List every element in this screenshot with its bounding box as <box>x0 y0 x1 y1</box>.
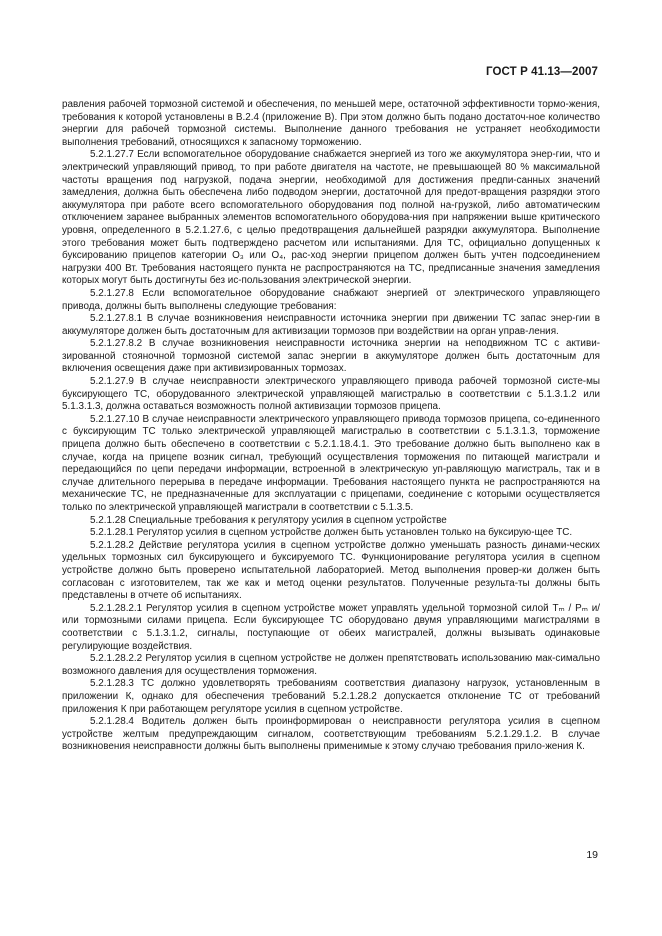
paragraph-5-2-1-28-2-2: 5.2.1.28.2.2 Регулятор усилия в сцепном устройстве не должен препятствовать использованию мак-симально возможного давления для осуществления торможения. <box>62 653 600 677</box>
paragraph-5-2-1-27-7: 5.2.1.27.7 Если вспомогательное оборудование снабжается энергией из того же аккумулятора энер-гии, что и электрический управляющий привод, то при работе двигателя на частоте, не превышающей 80 % максимальной частоты вращения под нагрузкой, подача энергии, необходимой для достижения предпи-санных значений замедления, должна быть обеспечена либо подводом энергии, достаточной для предот-вращения разрядки этого аккумулятора при работе всего вспомогательного оборудования под полной на-грузкой, либо автоматическим отключением заранее выбранных элементов вспомогательного оборудова-ния при напряжении выше критического уровня, определенного в 5.2.1.27.6, с целью предотвращения дальнейшей разрядки аккумулятора. Выполнение этого требования может быть подтверждено расчетом или испытаниями. Для ТС, официально допущенных к буксированию прицепов категории O₃ или O₄, рас-ход энергии прицепом должен быть учтен подсоединением нагрузки 400 Вт. Требования настоящего пункта не распространяются на ТС, предписанные значения замедления которых могут быть достигнуты без ис-пользования электрической энергии. <box>62 149 600 287</box>
paragraph-5-2-1-28: 5.2.1.28 Специальные требования к регулятору усилия в сцепном устройстве <box>90 514 447 526</box>
paragraph-continuation: равления рабочей тормозной системой и обеспечения, по меньшей мере, остаточной эффективности тормо-жения, требования к которой установлены в В.2.4 (приложение В). При этом должно быть подано достаточ-ное количество энергии для рабочей тормозной системы. Выполнение данного требования не устраняет необходимости выполнения требований, относящихся к запасному торможению. <box>62 99 600 148</box>
paragraph-5-2-1-28-2-1: 5.2.1.28.2.1 Регулятор усилия в сцепном устройстве может управлять удельной тормозной силой Tₘ / Pₘ и/или тормозными силами прицепа. Если буксирующее ТС оборудовано двумя управляющими магистралями в соответствии с 5.1.3.1.2, сигналы, поступающие от обеих магистралей, должны вызывать одинаковые регулирующие воздействия. <box>62 602 600 652</box>
paragraph-5-2-1-27-8-2: 5.2.1.27.8.2 В случае возникновения неисправности источника энергии на неподвижном ТС с активи-зированной стояночной тормозной системой запас энергии в аккумуляторе должен быть достаточным для включения освещения даже при активизированных тормозах. <box>62 338 600 375</box>
paragraph-5-2-1-27-9: 5.2.1.27.9 В случае неисправности электрического управляющего привода рабочей тормозной систе-мы буксирующего ТС, оборудованного электрической управляющей магистралью в соответствии с 5.1.3.1.2 или 5.1.3.1.3, должна оставаться возможность полной активизации тормозов прицепа. <box>62 376 600 413</box>
standard-header: ГОСТ Р 41.13—2007 <box>486 66 598 78</box>
page-number: 19 <box>586 849 598 861</box>
paragraph-5-2-1-28-1: 5.2.1.28.1 Регулятор усилия в сцепном устройстве должен быть установлен только на буксирую-щее ТС. <box>90 527 573 539</box>
paragraph-5-2-1-28-4: 5.2.1.28.4 Водитель должен быть проинформирован о неисправности регулятора усилия в сцепном устройстве желтым предупреждающим сигналом, соответствующим требованиям 5.2.1.29.1.2. В случае возникновения неисправности должны быть выполнены применимые к этому случаю требования прило-жения К. <box>62 716 600 753</box>
paragraph-5-2-1-28-3: 5.2.1.28.3 ТС должно удовлетворять требованиям соответствия диапазону нагрузок, установленным в приложении К, однако для обеспечения требований 5.2.1.28.2 допускается отклонение ТС от требований приложения К при работающем регуляторе усилия в сцепном устройстве. <box>62 678 600 715</box>
paragraph-5-2-1-27-10: 5.2.1.27.10 В случае неисправности электрического управляющего привода тормозов прицепа, со-единенного с буксирующим ТС только электрической управляющей магистралью в соответствии с 5.1.3.1.3, торможение прицепа должно быть обеспечено в соответствии с 5.2.1.18.4.1. Это требование должно быть выполнено как в случае, когда на прицепе возник сигнал, требующий осуществления торможения по питающей магистрали и передающийся по цепи передачи информации, встроенной в электрическую уп-равляющую магистраль, так и в случае длительного перерыва в передаче информации. Требования настоящего пункта не распространяются на механические ТС, не предназначенные для эксплуатации с прицепами, соединение с которыми осуществляется только по электрической управляющей магистрали в соответствии с 5.1.3.5. <box>62 413 600 513</box>
paragraph-5-2-1-28-2: 5.2.1.28.2 Действие регулятора усилия в сцепном устройстве должно уменьшать разность динами-ческих удельных тормозных сил буксирующего и буксируемого ТС. Функционирование регулятора усилия в сцепном устройстве должно быть проверено испытательной лабораторией. Метод выполнения провер-ки должен быть согласован с изготовителем, так же как и метод оценки результатов. Полученные результа-ты должны быть представлены в отчете об испытаниях. <box>62 539 600 602</box>
body-text <box>62 99 600 754</box>
paragraph-5-2-1-27-8-1: 5.2.1.27.8.1 В случае возникновения неисправности источника энергии при движении ТС запас энер-гии в аккумуляторе должен быть достаточным для активизации тормозов при воздействии на орган управ-ления. <box>62 313 600 337</box>
paragraph-5-2-1-27-8: 5.2.1.27.8 Если вспомогательное оборудование снабжают энергией от электрического управляющего привода, должны быть выполнены следующие требования: <box>62 287 600 312</box>
